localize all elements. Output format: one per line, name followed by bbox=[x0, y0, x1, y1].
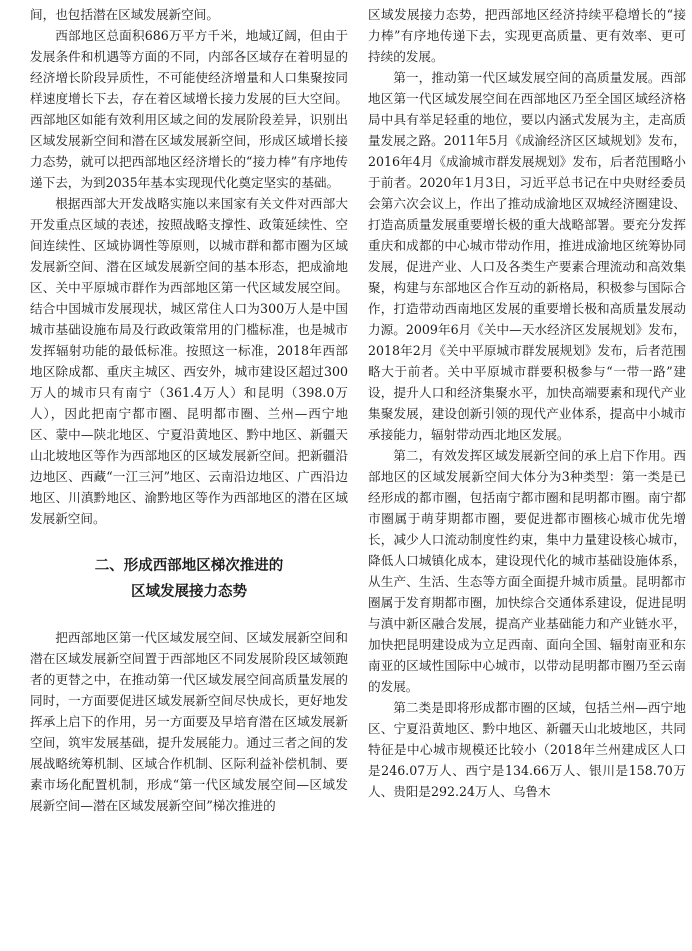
paragraph-relay-continuation: 区域发展接力态势，把西部地区经济持续平稳增长的“接力棒”有序地传递下去，实现更高质量、更有效率、更可持续的发展。 bbox=[368, 7, 686, 64]
paragraph-new-spaces: 第二，有效发挥区域发展新空间的承上启下作用。西部地区的区域发展新空间大体分为3种类型：第一类是已经形成的都市圈，包括南宁都市圈和昆明都市圈。南宁都市圈属于萌芽期都市圈，要促进都市圈核心城市优先增长，减少人口流动制度性约束，集中力量建设核心城市，降低人口城镇化成本，建设现代化的城市基础设施体系，从生产、生活、生态等方面全面提升城市质量。昆明都市圈属于发育期都市圈，加快综合交通体系建设，促进昆明与滇中新区融合发展，提高产业基础能力和产业链水平，加快把昆明建设成为立足西南、面向全国、辐射南亚和东南亚的区域性国际中心城市，以带动昆明都市圈乃至云南的发展。 bbox=[368, 448, 686, 694]
section-heading bbox=[30, 553, 348, 605]
section-heading-line2: 区域发展接力态势 bbox=[131, 583, 247, 600]
section-heading-line1: 二、形成西部地区梯次推进的 bbox=[94, 557, 284, 574]
paragraph-continuation: 间，也包括潜在区域发展新空间。 bbox=[30, 7, 219, 22]
paragraph-relay-mechanism: 把西部地区第一代区域发展空间、区域发展新空间和潜在区域发展新空间置于西部地区不同发展阶段区域领跑者的更替之中，在推动第一代区域发展空间高质量发展的同时，一方面要促进区域发展新空间尽快成长，更好地发挥承上启下的作用，另一方面要及早培育潜在区域发展新空间，筑牢发展基础，提升发展能力。通过三者之间的发展战略统筹机制、区域合作机制、区际利益补偿机制、要素市场化配置机制，形成“第一代区域发展空间—区域发展新空间—潜在区域发展新空间”梯次推进的 bbox=[30, 630, 348, 813]
paragraph-second-type: 第二类是即将形成都市圈的区域，包括兰州—西宁地区、宁夏沿黄地区、黔中地区、新疆天山北坡地区，共同特征是中心城市规模还比较小（2018年兰州建成区人口是246.07万人、西宁是134.66万人、银川是158.70万人、贵阳是292.24万人、乌鲁木 bbox=[368, 700, 686, 799]
paragraph-first-generation: 第一，推动第一代区域发展空间的高质量发展。西部地区第一代区域发展空间在西部地区乃至全国区域经济格局中具有举足轻重的地位，要以内涵式发展为主，走高质量发展之路。2011年5月《成渝经济区区域规划》发布，2016年4月《成渝城市群发展规划》发布，后者范围略小于前者。2020年1月3日，习近平总书记在中央财经委员会第六次会议上，作出了推动成渝地区双城经济圈建设、打造高质量发展重要增长极的重大战略部署。要充分发挥重庆和成都的中心城市带动作用，推进成渝地区统筹协同发展，促进产业、人口及各类生产要素合理流动和高效集聚，构建与东部地区合作互动的新格局，积极参与国际合作，打造带动西南地区发展的重要增长极和高质量发展动力源。2009年6月《关中—天水经济区发展规划》发布，2018年2月《关中平原城市群发展规划》发布，后者范围略大于前者。关中平原城市群要积极参与“一带一路”建设，提升人口和经济集聚水平，加快高端要素和现代产业集聚发展，建设创新引领的现代产业体系，提高中小城市承接能力，辐射带动西北地区发展。 bbox=[368, 70, 686, 442]
right-column bbox=[368, 4, 686, 802]
paragraph-development-spaces: 根据西部大开发战略实施以来国家有关文件对西部大开发重点区域的表述，按照战略支撑性、政策延续性、空间连续性、区域协调性等原则，以城市群和都市圈为区域发展新空间、潜在区域发展新空间的基本形态，把成渝地区、关中平原城市群作为西部地区第一代区域发展空间。结合中国城市发展现状，城区常住人口为300万人是中国城市基础设施布局及行政政策常用的门槛标准，也是城市发挥辐射功能的最低标准。按照这一标准，2018年西部地区除成都、重庆主城区、西安外，城市建设区超过300万人的城市只有南宁（361.4万人）和昆明（398.0万人），因此把南宁都市圈、昆明都市圈、兰州—西宁地区、蒙中—陕北地区、宁夏沿黄地区、黔中地区、新疆天山北坡地区等作为西部地区的区域发展新空间。把新疆沿边地区、西藏“一江三河”地区、云南沿边地区、广西沿边地区、川滇黔地区、渝黔地区等作为西部地区的潜在区域发展新空间。 bbox=[30, 196, 348, 526]
left-column bbox=[30, 4, 348, 816]
paragraph-western-region-area: 西部地区总面积686万平方千米，地域辽阔，但由于发展条件和机遇等方面的不同，内部各区域存在着明显的经济增长阶段异质性，不可能使经济增量和人口集聚按同样速度增长下去，存在着区域增长接力发展的巨大空间。西部地区如能有效利用区域之间的发展阶段差异，识别出区域发展新空间和潜在区域发展新空间，形成区域增长接力态势，就可以把西部地区经济增长的“接力棒”有序地传递下去，为到2035年基本实现现代化奠定坚实的基础。 bbox=[30, 28, 348, 190]
